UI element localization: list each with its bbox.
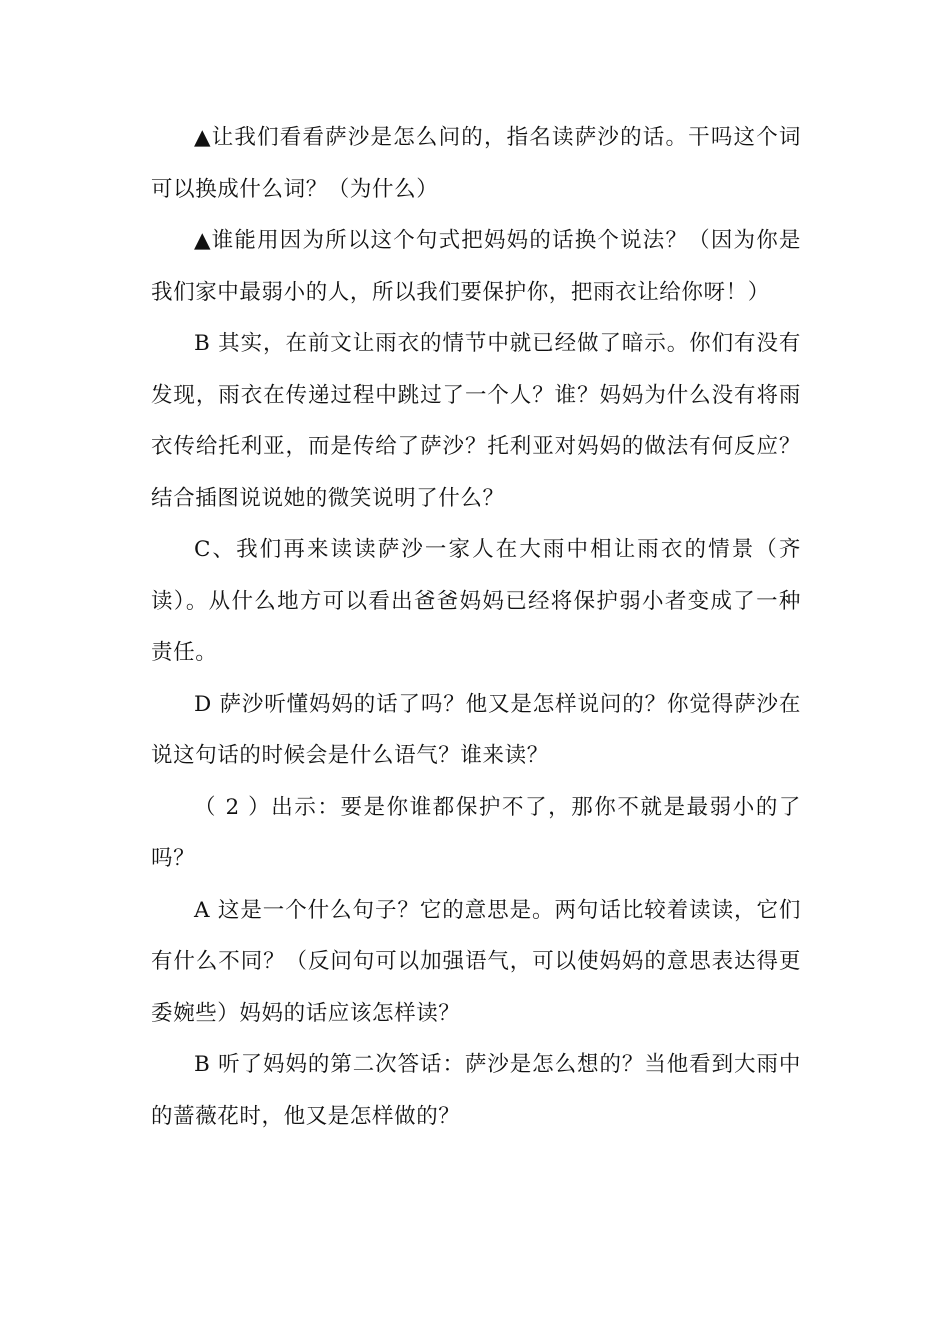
paragraph-2-show-sentence: （ 2 ）出示：要是你谁都保护不了，那你不就是最弱小的了吗？ bbox=[151, 794, 801, 871]
paragraph-d-sasha-tone: D 萨沙听懂妈妈的话了吗？他又是怎样说问的？你觉得萨沙在说这句话的时候会是什么语气？谁来读？ bbox=[151, 691, 801, 768]
paragraph-b-raincoat-hint: B 其实，在前文让雨衣的情节中就已经做了暗示。你们有没有发现，雨衣在传递过程中跳过了一个人？谁？妈妈为什么没有将雨衣传给托利亚，而是传给了萨沙？托利亚对妈妈的做法有何反应？结合插图说说她的微笑说明了什么？ bbox=[151, 331, 801, 511]
paragraph-b-second-answer: B 听了妈妈的第二次答话：萨沙是怎么想的？当他看到大雨中的蔷薇花时，他又是怎样做的？ bbox=[151, 1052, 801, 1129]
document-body bbox=[151, 112, 801, 1142]
paragraph-c-read-scene: C、我们再来读读萨沙一家人在大雨中相让雨衣的情景（齐读）。从什么地方可以看出爸爸妈妈已经将保护弱小者变成了一种责任。 bbox=[151, 537, 801, 665]
paragraph-question-sasha-wording: ▲让我们看看萨沙是怎么问的，指名读萨沙的话。干吗这个词可以换成什么词？（为什么） bbox=[151, 125, 801, 202]
paragraph-because-so-pattern: ▲谁能用因为所以这个句式把妈妈的话换个说法？（因为你是我们家中最弱小的人，所以我们要保护你，把雨衣让给你呀！） bbox=[151, 228, 801, 305]
paragraph-a-rhetorical-question: A 这是一个什么句子？它的意思是。两句话比较着读读，它们有什么不同？（反问句可以加强语气，可以使妈妈的意思表达得更委婉些）妈妈的话应该怎样读？ bbox=[151, 897, 801, 1026]
